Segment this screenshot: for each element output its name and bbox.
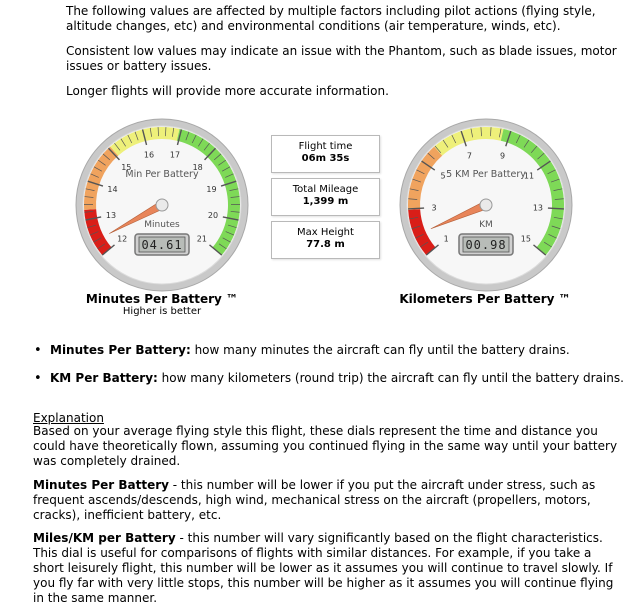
- minutes-gauge-tick-label: 19: [206, 185, 216, 194]
- explanation-heading: Explanation: [33, 411, 623, 426]
- minutes-gauge-tick-label: 12: [117, 234, 127, 243]
- minutes-gauge-title: Minutes Per Battery ™: [62, 292, 262, 306]
- minutes-gauge-tick-label: 15: [121, 163, 131, 172]
- flight-time-box: [271, 135, 380, 173]
- list-item: [34, 343, 624, 358]
- minutes-explanation-term: Minutes Per Battery: [33, 478, 169, 492]
- total-mileage-box: [271, 178, 380, 216]
- km-gauge-dial-label: 5 KM Per Battery: [446, 169, 526, 180]
- minutes-gauge-dial-label: Min Per Battery: [125, 169, 199, 180]
- minutes-gauge-lcd-value: 04.61: [141, 238, 182, 252]
- km-gauge-unit-label: KM: [479, 220, 493, 230]
- intro-paragraph-longer-flights: Longer flights will provide more accurate information.: [66, 84, 626, 99]
- minutes-gauge-unit-label: Minutes: [144, 220, 180, 230]
- intro-paragraph-issues: Consistent low values may indicate an issue with the Phantom, such as blade issues, motor issues or battery issues.: [66, 44, 626, 74]
- minutes-gauge-tick-label: 16: [144, 151, 154, 160]
- total-mileage-value: 1,399 m: [272, 196, 379, 208]
- miles-explanation-text: - this number will vary significantly based on the flight characteristics. This dial is useful for comparisons of flights with similar distances. For example, if you take a short leisurely flight, this number will be lower as it assumes you will continue to travel slowly. If you fly far with very little stops, this number will be higher as it assumes you will continue flying in the same manner.: [33, 531, 613, 605]
- km-per-battery-gauge: [396, 115, 576, 295]
- intro-paragraph-factors: The following values are affected by multiple factors including pilot actions (flying style, altitude changes, etc) and environmental conditions (air temperature, winds, etc).: [66, 4, 626, 34]
- max-height-label: Max Height: [272, 227, 379, 239]
- minutes-per-battery-gauge: [72, 115, 252, 295]
- minutes-explanation-text: - this number will be lower if you put the aircraft under stress, such as frequent ascends/descends, high wind, mechanical stress on the aircraft (propellers, motors, cracks), inefficient battery, etc.: [33, 478, 595, 522]
- max-height-box: [271, 221, 380, 259]
- km-gauge-tick-label: 13: [533, 204, 543, 213]
- minutes-gauge-tick-label: 18: [193, 163, 203, 172]
- km-gauge-tick-label: 3: [432, 204, 437, 213]
- km-gauge-tick-label: 15: [521, 234, 531, 243]
- flight-time-value: 06m 35s: [272, 153, 379, 165]
- miles-explanation: [33, 531, 623, 606]
- km-gauge-title: Kilometers Per Battery ™: [380, 292, 590, 306]
- minutes-gauge-needle-hub: [156, 199, 168, 211]
- km-gauge-tick-label: 7: [467, 152, 472, 161]
- metric-definitions-list: [34, 343, 624, 386]
- bullet-description: how many kilometers (round trip) the aircraft can fly until the battery drains.: [158, 371, 624, 385]
- km-gauge-tick-label: 1: [444, 234, 449, 243]
- km-gauge-needle-hub: [480, 199, 492, 211]
- list-item: [34, 371, 624, 386]
- max-height-value: 77.8 m: [272, 239, 379, 251]
- total-mileage-label: Total Mileage: [272, 184, 379, 196]
- bullet-description: how many minutes the aircraft can fly until the battery drains.: [191, 343, 570, 357]
- km-gauge-tick: [408, 208, 424, 209]
- km-gauge-tick: [548, 208, 564, 209]
- km-gauge-tick-label: 9: [500, 152, 505, 161]
- minutes-gauge-tick-label: 14: [107, 185, 117, 194]
- bullet-term: Minutes Per Battery:: [50, 343, 191, 357]
- minutes-explanation: [33, 478, 623, 523]
- km-gauge-tick-label: 11: [524, 172, 534, 181]
- minutes-gauge-tick-label: 17: [170, 151, 180, 160]
- flight-time-label: Flight time: [272, 141, 379, 153]
- km-gauge-lcd-value: 00.98: [465, 238, 506, 252]
- minutes-gauge-tick-label: 13: [106, 211, 116, 220]
- km-gauge-tick-label: 5: [440, 172, 445, 181]
- bullet-term: KM Per Battery:: [50, 371, 158, 385]
- minutes-gauge-tick-label: 20: [208, 211, 218, 220]
- minutes-gauge-subtitle: Higher is better: [62, 306, 262, 317]
- explanation-text: Based on your average flying style this flight, these dials represent the time and distance you could have theoretically flown, assuming you continued flying in the same way until your battery was completely drained.: [33, 424, 623, 469]
- minutes-gauge-tick-label: 21: [197, 234, 207, 243]
- miles-explanation-term: Miles/KM per Battery: [33, 531, 176, 545]
